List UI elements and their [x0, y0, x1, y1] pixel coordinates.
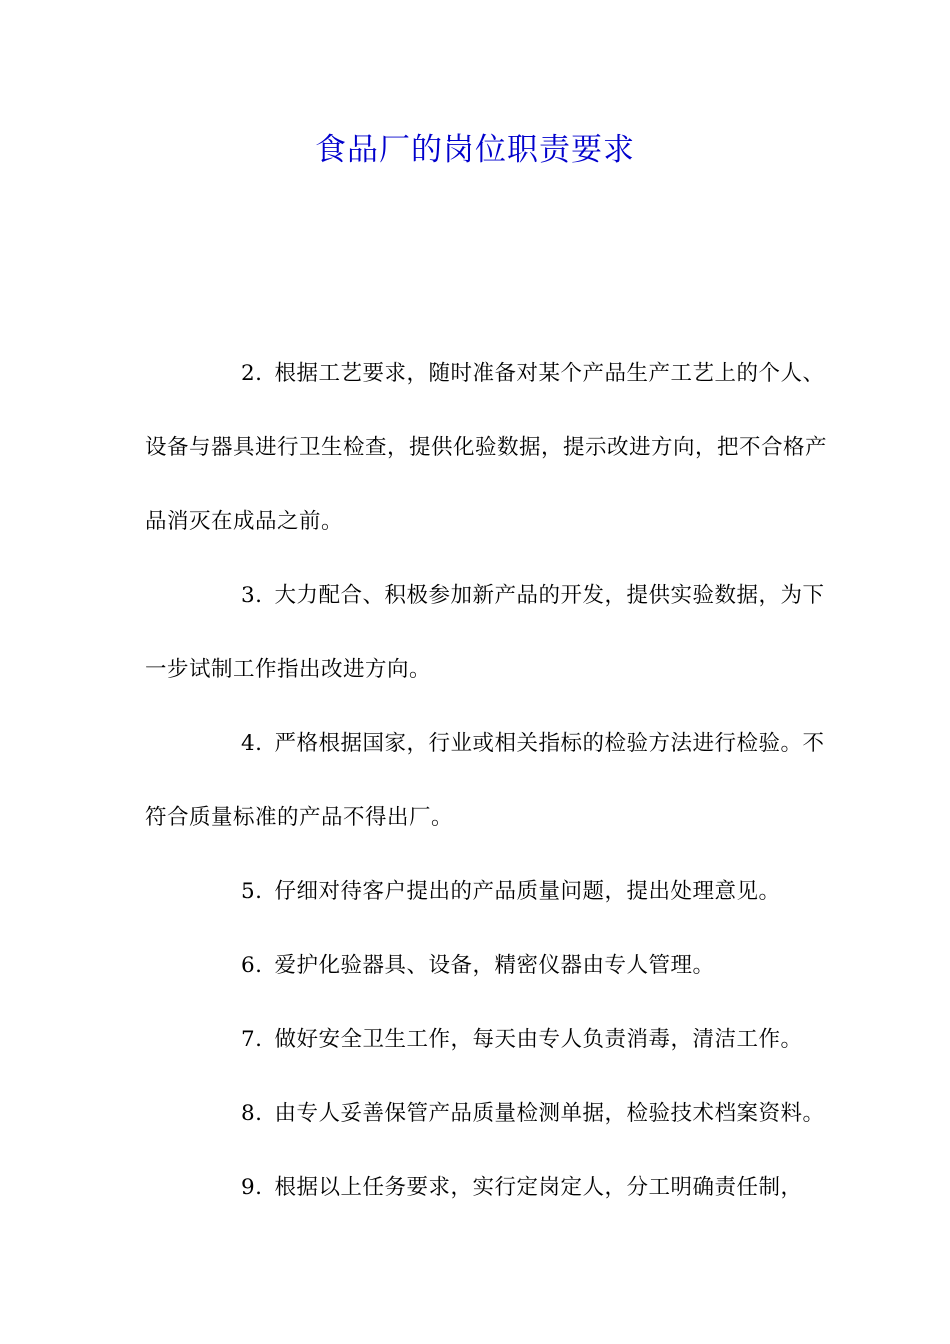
- paragraph-8: [145, 1077, 835, 1151]
- paragraph-number: 8.: [241, 1101, 263, 1126]
- paragraph-5: [145, 855, 835, 929]
- paragraph-text: 由专人妥善保管产品质量检测单据，检验技术档案资料。: [274, 1101, 825, 1126]
- paragraph-number: 7.: [241, 1027, 263, 1052]
- paragraph-text: 严格根据国家，行业或相关指标的检验方法进行检验。不符合质量标准的产品不得出厂。: [145, 731, 825, 830]
- paragraph-text: 根据工艺要求，随时准备对某个产品生产工艺上的个人、设备与器具进行卫生检查，提供化验数据，提示改进方向，把不合格产品消灭在成品之前。: [145, 361, 828, 534]
- paragraph-number: 5.: [241, 879, 263, 904]
- paragraph-text: 大力配合、积极参加新产品的开发，提供实验数据，为下一步试制工作指出改进方向。: [145, 583, 825, 682]
- paragraph-number: 2.: [241, 361, 263, 386]
- paragraph-3: [145, 559, 835, 707]
- paragraph-number: 6.: [241, 953, 263, 978]
- document-body: [145, 337, 835, 1225]
- document-title: 食品厂的岗位职责要求: [315, 132, 635, 168]
- paragraph-4: [145, 707, 835, 855]
- paragraph-9: [145, 1151, 835, 1225]
- paragraph-text: 根据以上任务要求，实行定岗定人，分工明确责任制，: [274, 1175, 803, 1200]
- paragraph-number: 4.: [241, 731, 263, 756]
- paragraph-7: [145, 1003, 835, 1077]
- paragraph-text: 爱护化验器具、设备，精密仪器由专人管理。: [274, 953, 715, 978]
- paragraph-number: 3.: [241, 583, 263, 608]
- paragraph-number: 9.: [241, 1175, 263, 1200]
- paragraph-2: [145, 337, 835, 559]
- paragraph-text: 仔细对待客户提出的产品质量问题，提出处理意见。: [274, 879, 781, 904]
- paragraph-6: [145, 929, 835, 1003]
- paragraph-text: 做好安全卫生工作，每天由专人负责消毒，清洁工作。: [274, 1027, 803, 1052]
